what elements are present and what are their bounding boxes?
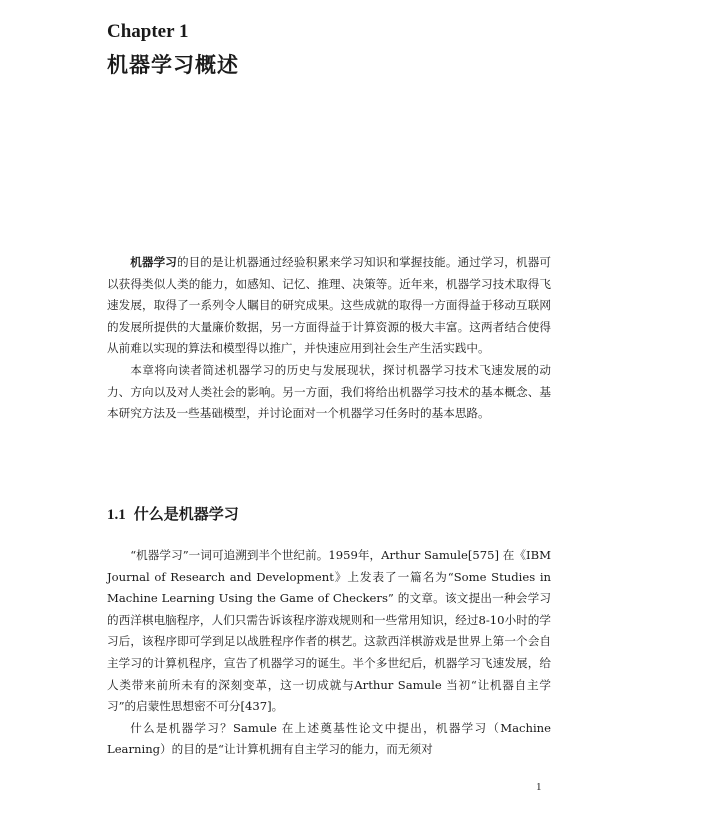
intro-paragraph-2: 本章将向读者简述机器学习的历史与发展现状，探讨机器学习技术飞速发展的动力、方向以及对人类社会的影响。另一方面，我们将给出机器学习技术的基本概念、基本研究方法及一些基础模型，并讨论面对一个机器学习任务时的基本思路。 xyxy=(107,362,551,421)
intro-paragraph-1-text: 的目的是让机器通过经验积累来学习知识和掌握技能。通过学习，机器可以获得类似人类的能力，如感知、记忆、推理、决策等。近年来，机器学习技术取得飞速发展，取得了一系列令人瞩目的研究成果。这些成就的取得一方面得益于移动互联网的发展所提供的大量廉价数据，另一方面得益于计算资源的极大丰富。这两者结合使得从前难以实现的算法和模型得以推广，并快速应用到社会生产生活实践中。 xyxy=(107,255,551,356)
chapter-label: Chapter 1 xyxy=(107,21,189,42)
section-paragraph-2: 什么是机器学习？Samule 在上述奠基性论文中提出，机器学习（Machine Learning）的目的是“让计算机拥有自主学习的能力，而无须对 xyxy=(107,720,551,757)
chapter-intro xyxy=(107,252,551,425)
section-body xyxy=(107,545,551,761)
page-number: 1 xyxy=(536,781,542,793)
lead-term: 机器学习 xyxy=(130,255,177,269)
section-number: 1.1 xyxy=(107,507,126,523)
section-heading xyxy=(107,503,239,526)
intro-paragraph-1 xyxy=(107,252,551,360)
section-paragraph-1: “机器学习”一词可追溯到半个世纪前。1959年，Arthur Samule[575] 在《IBM Journal of Research and Development》上发表了一篇名为“Some Studies in Machine Learning Using the Game of Checkers” 的文章。该文提出一种会学习的西洋棋电脑程序，人们只需告诉该程序游戏规则和一些常用知识，经过8-10小时的学习后，该程序即可学到足以战胜程序作者的棋艺。这款西洋棋游戏是世界上第一个会自主学习的计算机程序，宣告了机器学习的诞生。半个多世纪后，机器学习飞速发展，给人类带来前所未有的深刻变革，这一切成就与Arthur Samule 当初“让机器自主学习”的启蒙性思想密不可分[437]。 xyxy=(107,548,551,714)
section-title: 什么是机器学习 xyxy=(133,505,239,523)
chapter-title: 机器学习概述 xyxy=(107,53,239,77)
